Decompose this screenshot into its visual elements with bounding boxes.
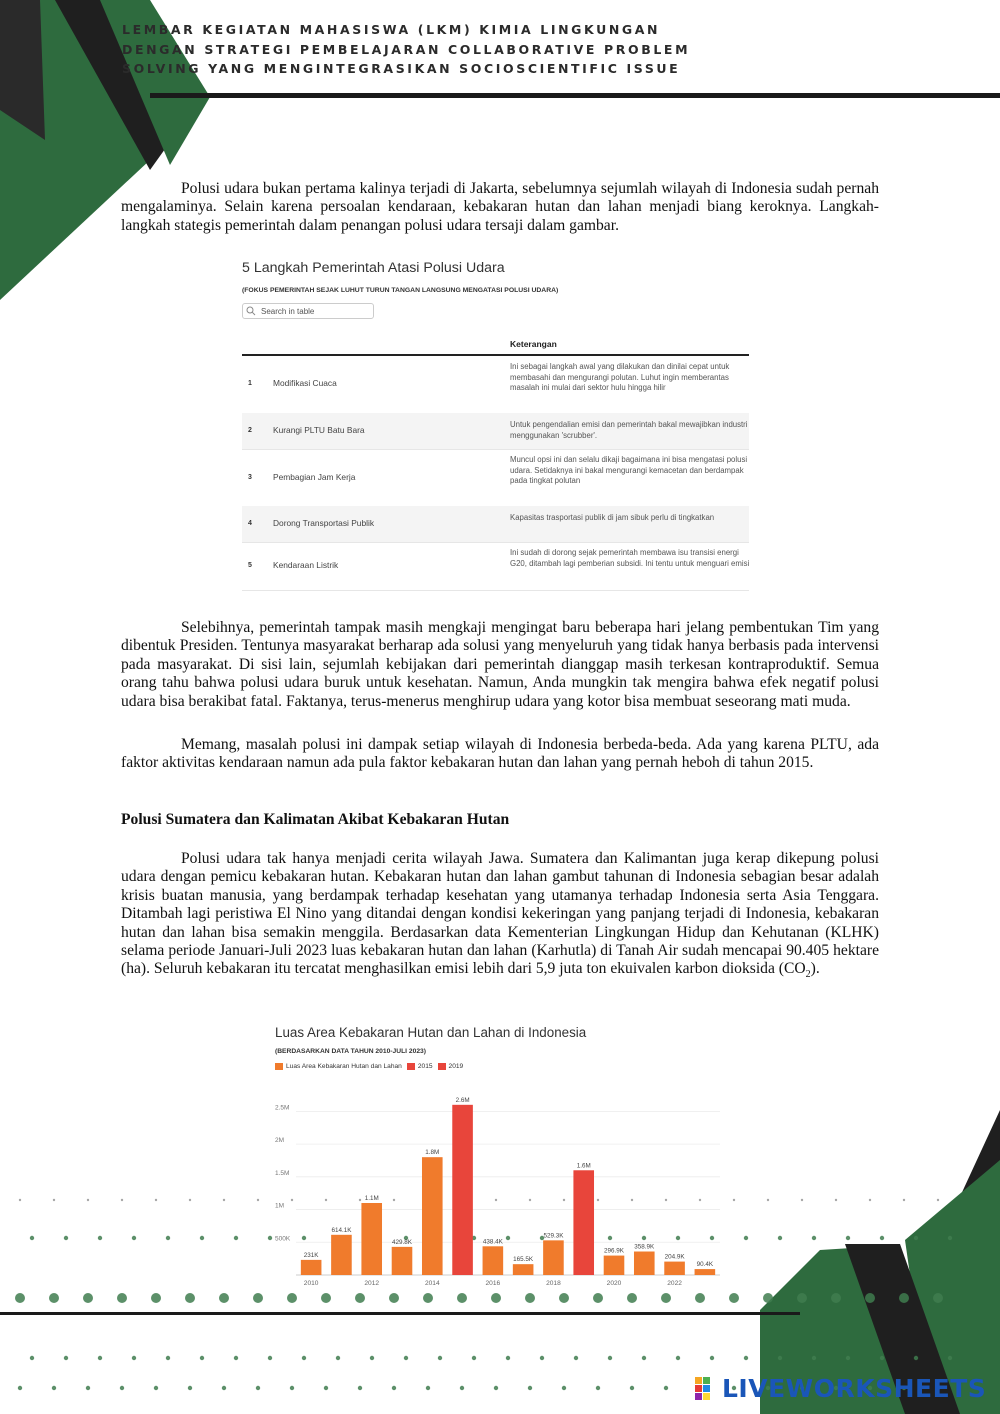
decor-dot xyxy=(831,1293,841,1303)
decor-dot xyxy=(574,1356,578,1360)
table-row xyxy=(242,356,749,414)
decor-dot xyxy=(219,1293,229,1303)
decor-dot xyxy=(642,1356,646,1360)
decor-dot xyxy=(132,1236,136,1240)
decor-dot xyxy=(83,1293,93,1303)
paragraph-forest-fire: Polusi udara tak hanya menjadi cerita wilayah Jawa. Sumatera dan Kalimantan juga kerap dikepung polusi udara dengan pemicu kebakaran hutan. Kebakaran hutan dan lahan gambut tahunan di Indonesia sebagian besar adalah krisis buatan manusia, yang berdampak terhadap kesehatan yang utamanya terhadap Indonesia serta Asia Tenggara. Ditambah lagi peristiwa El Nino yang ditandai dengan kondisi kekeringan yang panjang terjadi di Indonesia, kebakaran hutan dan lahan bisa semakin menggila. Berdasarkan data Kementerian Lingkungan Hidup dan Kehutanan (KLHK) selama periode Januari-Juli 2023 luas kebakaran hutan dan lahan (Karhutla) di Tanah Air sudah mencapai 90.405 hektare (ha). Seluruh kebakaran itu tercatat menghasilkan emisi lebih dari 5,9 juta ton ekuivalen karbon dioksida $(CO_2)$. xyxy=(121,850,879,981)
bar-2014 xyxy=(422,1157,443,1275)
decor-dot xyxy=(664,1386,668,1390)
bar-2018 xyxy=(543,1240,564,1275)
bar-label: 614.1K xyxy=(331,1226,352,1234)
decor-dot xyxy=(222,1386,226,1390)
bar-label: 165.5K xyxy=(513,1256,534,1264)
decor-dot xyxy=(744,1236,748,1240)
decor-dot xyxy=(744,1356,748,1360)
decor-dot xyxy=(200,1236,204,1240)
bar-2020 xyxy=(604,1256,625,1275)
y-tick-label: 1.5M xyxy=(275,1169,290,1177)
row-number: 3 xyxy=(248,474,252,481)
decor-dot xyxy=(151,1293,161,1303)
decor-dot xyxy=(358,1386,362,1390)
bar-label: 1.1M xyxy=(364,1195,379,1202)
row-name: Pembagian Jam Kerja xyxy=(273,472,356,482)
bar-label: 1.8M xyxy=(425,1149,440,1157)
y-tick-label: 500K xyxy=(275,1235,291,1243)
decor-dot xyxy=(268,1356,272,1360)
decor-dot xyxy=(865,1293,875,1303)
header-title-line: SOLVING YANG MENGINTEGRASIKAN SOCIOSCIENTIFIC ISSUE xyxy=(122,61,681,76)
decor-dot xyxy=(19,1199,21,1201)
decor-dot xyxy=(336,1356,340,1360)
decor-dot xyxy=(494,1386,498,1390)
row-description: Kapasitas trasportasi publik di jam sibuk perlu di tingkatkan xyxy=(510,513,715,522)
decor-dot xyxy=(404,1356,408,1360)
liveworksheets-logo xyxy=(694,1374,986,1403)
table-search-input[interactable] xyxy=(242,303,374,319)
row-description: Ini sudah di dorong sejak pemerintah membawa isu transisi energi G20, ditambah lagi pemberian subsidi. Ini tentu untuk menguari emisi xyxy=(510,548,750,568)
table-title: 5 Langkah Pemerintah Atasi Polusi Udara xyxy=(242,260,505,276)
decor-dot xyxy=(540,1356,544,1360)
y-tick-label: 2M xyxy=(275,1137,285,1145)
decor-dot xyxy=(933,1293,943,1303)
table-row xyxy=(242,506,749,543)
table-row xyxy=(242,542,749,591)
x-tick-label: 2012 xyxy=(364,1280,380,1287)
row-number: 1 xyxy=(248,380,252,387)
bar-label: 358.9K xyxy=(634,1243,655,1251)
bar-2010 xyxy=(301,1260,322,1275)
decor-dot xyxy=(18,1386,22,1390)
decor-dot xyxy=(869,1199,871,1201)
decor-dot xyxy=(64,1236,68,1240)
bar-label: 296.9K xyxy=(604,1247,624,1255)
x-tick-label: 2022 xyxy=(667,1280,682,1287)
decor-dot xyxy=(30,1236,34,1240)
decor-dot xyxy=(846,1356,850,1360)
decor-dot xyxy=(426,1386,430,1390)
decor-dot xyxy=(392,1386,396,1390)
paragraph-regional: Memang, masalah polusi ini dampak setiap wilayah di Indonesia berbeda-beda. Ada yang karena PLTU, ada faktor aktivitas kendaraan namun ada pula faktor kebakaran hutan dan lahan yang pernah heboh di tahun 2015. xyxy=(121,736,879,772)
decor-dot xyxy=(846,1236,850,1240)
row-name: Modifikasi Cuaca xyxy=(273,378,337,388)
bar-2017 xyxy=(513,1264,534,1275)
decor-dot xyxy=(87,1199,89,1201)
fire-area-chart xyxy=(270,1020,730,1300)
bar-2021 xyxy=(634,1252,655,1275)
decor-dot xyxy=(937,1199,939,1201)
decor-dot xyxy=(166,1356,170,1360)
decor-dot xyxy=(630,1386,634,1390)
table-subtitle: (FOKUS PEMERINTAH SEJAK LUHUT TURUN TANGAN LANGSUNG MENGATASI POLUSI UDARA) xyxy=(242,287,559,294)
decor-dot xyxy=(767,1199,769,1201)
decor-dot xyxy=(64,1356,68,1360)
row-description: Untuk pengendalian emisi dan pemerintah bakal mewajibkan industri menggunakan 'scrubber'. xyxy=(510,420,748,440)
bar-2013 xyxy=(392,1247,413,1275)
decor-dot xyxy=(778,1356,782,1360)
decor-dot xyxy=(562,1386,566,1390)
decor-dot xyxy=(506,1356,510,1360)
decor-dot xyxy=(121,1199,123,1201)
decor-dot xyxy=(290,1386,294,1390)
row-number: 2 xyxy=(248,427,252,434)
legend-item: 2015 xyxy=(407,1063,433,1070)
decor-dot xyxy=(596,1386,600,1390)
decor-dot xyxy=(880,1356,884,1360)
y-tick-label: 1M xyxy=(275,1202,285,1210)
paragraph-government: Selebihnya, pemerintah tampak masih mengkaji mengingat baru beberapa hari jelang pembentukan Tim yang dibentuk Presiden. Tentunya masyarakat berharap ada solusi yang menyeluruh yang tidak hanya berbasis pada intervensi pada masyarakat. Di sisi lain, sejumlah kebijakan dari pemerintah dianggap masih terkesan kontraproduktif. Semua orang tahu bahwa polusi udara buruk untuk kesehatan. Namun, Anda mungkin tak mengira bahwa efek negatif polusi udara bisa berakibat fatal. Faktanya, terus-menerus menghirup udara yang kotor bisa membuat seseorang mati muda. xyxy=(121,619,879,710)
table-row xyxy=(242,449,749,507)
table-row xyxy=(242,413,749,450)
decor-dot xyxy=(324,1386,328,1390)
decor-dot xyxy=(835,1199,837,1201)
policy-table-figure xyxy=(234,256,764,598)
liveworksheets-logo-text: LIVEWORKSHEETS xyxy=(722,1374,987,1403)
header-title xyxy=(122,20,690,79)
decor-dot xyxy=(189,1199,191,1201)
legend-item: Luas Area Kebakaran Hutan dan Lahan xyxy=(275,1063,402,1070)
decor-dot xyxy=(812,1356,816,1360)
header-title-line: LEMBAR KEGIATAN MAHASISWA (LKM) KIMIA LINGKUNGAN xyxy=(122,22,661,37)
bar-2016 xyxy=(483,1246,504,1275)
row-number: 4 xyxy=(248,520,252,527)
bar-label: 1.6M xyxy=(576,1162,591,1170)
decor-dot xyxy=(98,1356,102,1360)
decor-dot xyxy=(948,1356,952,1360)
decor-dot xyxy=(188,1386,192,1390)
search-placeholder: Search in table xyxy=(261,306,315,316)
decor-dot xyxy=(200,1356,204,1360)
decor-dot xyxy=(302,1356,306,1360)
bar-2012 xyxy=(361,1203,382,1275)
decor-dot xyxy=(797,1293,807,1303)
decor-dot xyxy=(880,1236,884,1240)
x-tick-label: 2018 xyxy=(546,1280,561,1287)
decor-dot xyxy=(676,1356,680,1360)
decor-dot xyxy=(914,1356,918,1360)
decor-dot xyxy=(948,1236,952,1240)
bar-label: 2.6M xyxy=(455,1096,470,1104)
decor-dot xyxy=(608,1356,612,1360)
header-divider xyxy=(150,93,1000,98)
chart-subtitle: (BERDASARKAN DATA TAHUN 2010-JULI 2023) xyxy=(275,1048,426,1055)
decor-dot xyxy=(801,1199,803,1201)
bar-label: 438.4K xyxy=(482,1238,503,1246)
y-tick-label: 2.5M xyxy=(275,1104,290,1112)
decor-dot xyxy=(166,1236,170,1240)
row-number: 5 xyxy=(248,562,252,569)
section-heading: Polusi Sumatera dan Kalimatan Akibat Kebakaran Hutan xyxy=(121,811,510,828)
decor-dot xyxy=(438,1356,442,1360)
decor-dot xyxy=(460,1386,464,1390)
bar-label: 429.8K xyxy=(392,1238,412,1246)
decor-dot xyxy=(154,1386,158,1390)
x-tick-label: 2010 xyxy=(303,1280,319,1287)
bar-2015 xyxy=(452,1105,473,1275)
decor-dot xyxy=(30,1356,34,1360)
row-description: Muncul opsi ini dan selalu dikaji bagaimana ini bisa mengatasi polusi udara. Setidaknya ini bakal mengurangi kemacetan dan berdampak pada tingkat polutan xyxy=(510,455,748,486)
decor-dot xyxy=(733,1199,735,1201)
chart-plot xyxy=(270,1020,730,1300)
bar-label: 90.4K xyxy=(696,1261,714,1269)
decor-dot xyxy=(729,1293,739,1303)
decor-dot xyxy=(185,1293,195,1303)
decor-dot xyxy=(49,1293,59,1303)
bar-2022 xyxy=(664,1262,685,1275)
decor-dot xyxy=(914,1236,918,1240)
legend-item: 2019 xyxy=(438,1063,464,1070)
search-icon xyxy=(246,306,256,316)
decor-dot xyxy=(257,1199,259,1201)
decor-dot xyxy=(763,1293,773,1303)
decor-dot xyxy=(778,1236,782,1240)
x-tick-label: 2014 xyxy=(424,1280,440,1287)
bar-label: 204.9K xyxy=(664,1253,685,1261)
row-name: Kendaraan Listrik xyxy=(273,560,339,570)
column-header-keterangan: Keterangan xyxy=(510,339,557,349)
bar-2019 xyxy=(573,1170,594,1275)
decor-dot xyxy=(710,1356,714,1360)
chart-title: Luas Area Kebakaran Hutan dan Lahan di Indonesia xyxy=(275,1025,587,1040)
decor-dot xyxy=(899,1293,909,1303)
decor-dot xyxy=(155,1199,157,1201)
decor-dot xyxy=(253,1293,263,1303)
decor-dot xyxy=(15,1293,25,1303)
decor-dot xyxy=(234,1236,238,1240)
decor-dot xyxy=(812,1236,816,1240)
decor-dot xyxy=(223,1199,225,1201)
bar-2011 xyxy=(331,1235,352,1275)
paragraph-intro: Polusi udara bukan pertama kalinya terjadi di Jakarta, sebelumnya sejumlah wilayah di Indonesia sudah pernah mengalaminya. Selain karena persoalan kendaraan, kebakaran hutan dan lahan menjadi biang keroknya. Langkah-langkah stategis pemerintah dalam penangan polusi udara tersaji dalam gambar. xyxy=(121,180,879,234)
decor-dot xyxy=(120,1386,124,1390)
decor-dot xyxy=(52,1386,56,1390)
decor-dot xyxy=(86,1386,90,1390)
bar-label: 529.3K xyxy=(543,1232,564,1240)
x-tick-label: 2016 xyxy=(485,1280,501,1287)
decor-dot xyxy=(117,1293,127,1303)
decor-dot xyxy=(472,1356,476,1360)
bar-2023 xyxy=(695,1269,716,1275)
decor-dot xyxy=(132,1356,136,1360)
liveworksheets-logo-icon xyxy=(694,1376,720,1402)
header-title-line: DENGAN STRATEGI PEMBELAJARAN COLLABORATIVE PROBLEM xyxy=(122,41,691,57)
x-tick-label: 2020 xyxy=(606,1280,622,1287)
row-name: Kurangi PLTU Batu Bara xyxy=(273,425,365,435)
row-name: Dorong Transportasi Publik xyxy=(273,518,375,528)
decor-dot xyxy=(370,1356,374,1360)
decor-dot xyxy=(53,1199,55,1201)
decor-dot xyxy=(234,1356,238,1360)
bar-label: 231K xyxy=(303,1251,319,1259)
decor-dot xyxy=(903,1199,905,1201)
decor-dot xyxy=(528,1386,532,1390)
row-description: Ini sebagai langkah awal yang dilakukan dan dinilai cepat untuk membasahi dan mengurangi polutan. Luhut ingin memberantas masalah ini mulai dari sektor hulu hingga hilir xyxy=(510,362,730,393)
decor-dot xyxy=(256,1386,260,1390)
decor-dot xyxy=(98,1236,102,1240)
